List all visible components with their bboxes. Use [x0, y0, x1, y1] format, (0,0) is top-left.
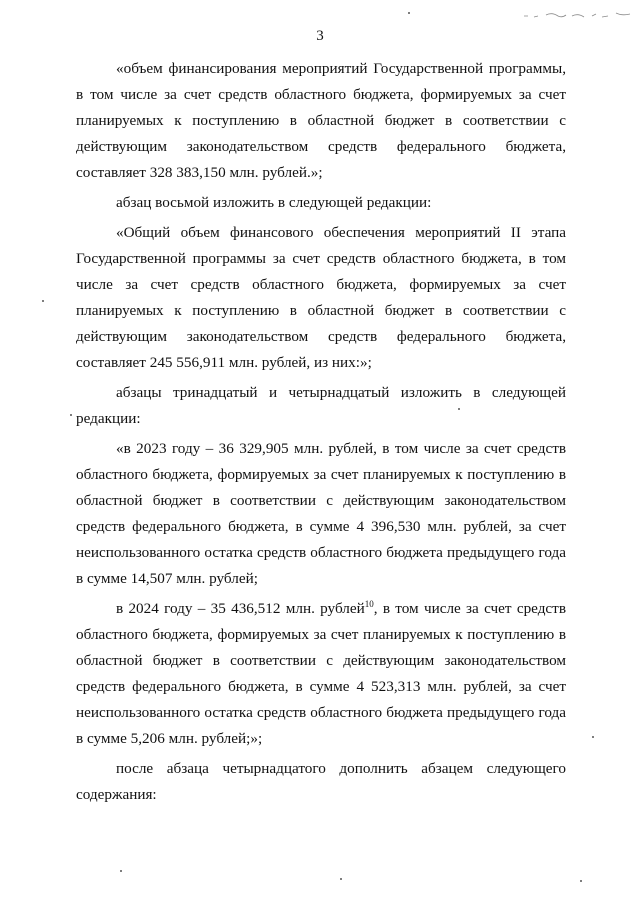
scan-dot — [580, 880, 582, 882]
paragraph-total-volume: «Общий объем финансового обеспечения мероприятий II этапа Государственной программы за счет средств областного бюджета, в том числе за счет средств областного бюджета, формируемых за счет планируемых к поступлению в областной бюджет в соответствии с действующим законодательством средств федерального бюджета, составляет 245 556,911 млн. рублей, из них:»; — [76, 224, 566, 371]
scan-dot — [458, 408, 460, 410]
year-2024-text-end: , в том числе за счет средств областного бюджета, формируемых за счет планируемых к поступлению в областной бюджет в соответствии с действующим законодательством средств федерального бюджета, в сумме 4 523,313 млн. рублей, за счет неиспользованного остатка средств областного бюджета предыдущего года в сумме 5,206 млн. рублей;»; — [76, 600, 566, 747]
paragraph-add-abzac: после абзаца четырнадцатого дополнить абзацем следующего содержания: — [76, 760, 566, 803]
scan-dot — [42, 300, 44, 302]
body-text — [76, 56, 566, 808]
paragraph-13-14-abzac: абзацы тринадцатый и четырнадцатый изложить в следующей редакции: — [76, 384, 566, 427]
year-2024-text-start: в 2024 году – 35 436,512 млн. рублей — [116, 600, 365, 617]
paragraph-eighth-abzac: абзац восьмой изложить в следующей редакции: — [116, 194, 432, 211]
paragraph-year-2024 — [76, 596, 566, 752]
scan-artifact-marks — [522, 8, 632, 22]
page-number: 3 — [316, 28, 324, 44]
scan-dot — [592, 736, 594, 738]
scan-dot — [70, 414, 72, 416]
paragraph-funding-volume: «объем финансирования мероприятий Государственной программы, в том числе за счет средств областного бюджета, формируемых за счет планируемых к поступлению в областной бюджет в соответствии с действующим законодательством средств федерального бюджета, составляет 328 383,150 млн. рублей.»; — [76, 60, 566, 181]
paragraph-year-2023: «в 2023 году – 36 329,905 млн. рублей, в том числе за счет средств областного бюджета, формируемых за счет планируемых к поступлению в областной бюджет в соответствии с действующим законодательством средств федерального бюджета, в сумме 4 396,530 млн. рублей, за счет неиспользованного остатка средств областного бюджета предыдущего года в сумме 14,507 млн. рублей; — [76, 440, 566, 587]
scan-dot — [408, 12, 410, 14]
scan-dot — [120, 870, 122, 872]
scan-dot — [340, 878, 342, 880]
footnote-marker: 10 — [364, 598, 374, 609]
